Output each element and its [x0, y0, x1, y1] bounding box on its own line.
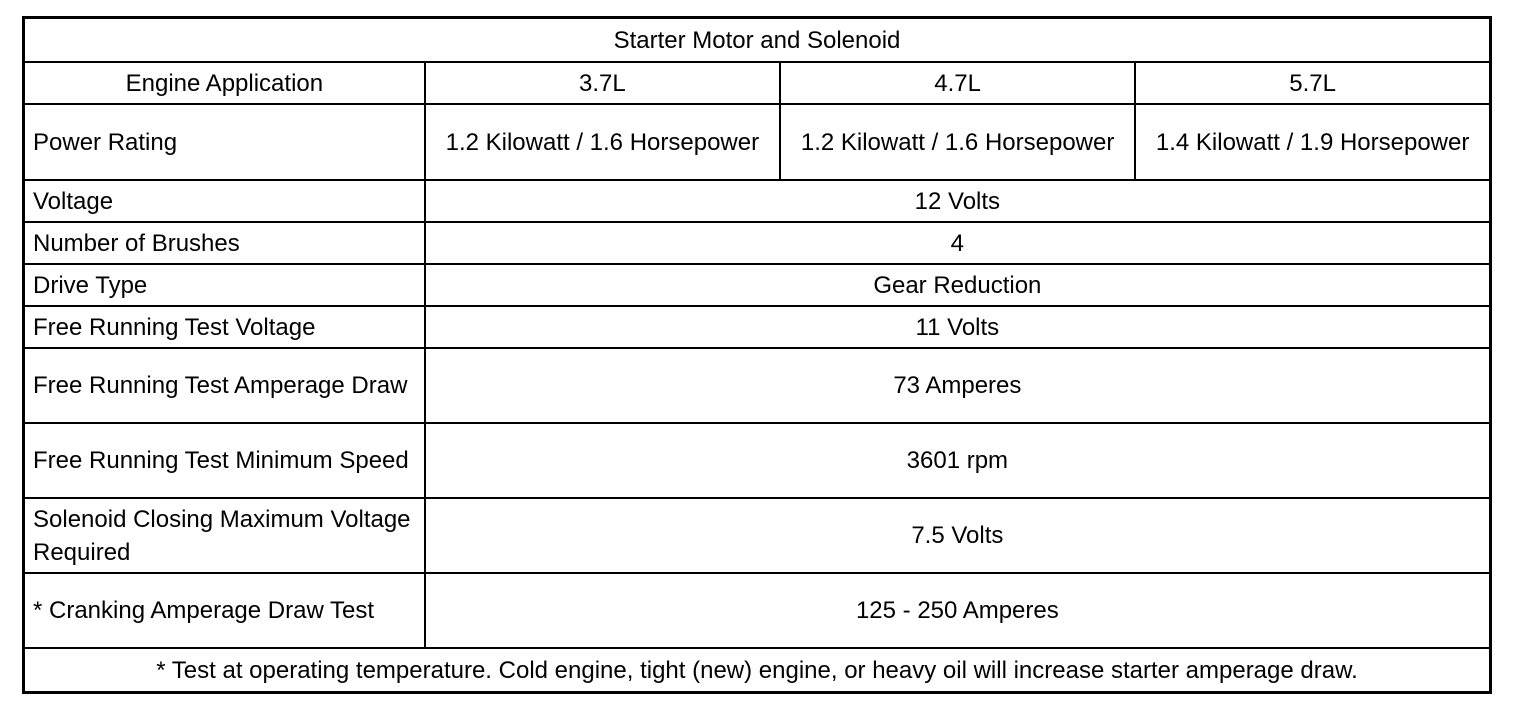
row-label: * Cranking Amperage Draw Test [24, 573, 425, 648]
power-rating-4-7l: 1.2 Kilowatt / 1.6 Horsepower [780, 104, 1135, 180]
row-label: Solenoid Closing Maximum Voltage Required [24, 498, 425, 573]
row-label: Free Running Test Voltage [24, 306, 425, 348]
row-label: Voltage [24, 180, 425, 222]
row-value: 73 Amperes [425, 348, 1491, 423]
row-label: Drive Type [24, 264, 425, 306]
row-value: 12 Volts [425, 180, 1491, 222]
row-label: Free Running Test Minimum Speed [24, 423, 425, 498]
engine-3-7l-header: 3.7L [425, 62, 780, 104]
table-row [24, 222, 1491, 264]
table-row [24, 498, 1491, 573]
power-rating-row [24, 104, 1491, 180]
table-row [24, 423, 1491, 498]
table-row [24, 264, 1491, 306]
table-row [24, 306, 1491, 348]
row-value: 3601 rpm [425, 423, 1491, 498]
table-row [24, 573, 1491, 648]
power-rating-5-7l: 1.4 Kilowatt / 1.9 Horsepower [1135, 104, 1490, 180]
row-value: 11 Volts [425, 306, 1491, 348]
table-title-row [24, 18, 1491, 63]
table-row [24, 348, 1491, 423]
starter-motor-spec-table [22, 16, 1492, 694]
table-title: Starter Motor and Solenoid [24, 18, 1491, 63]
engine-application-label: Engine Application [24, 62, 425, 104]
row-value: 125 - 250 Amperes [425, 573, 1491, 648]
engine-4-7l-header: 4.7L [780, 62, 1135, 104]
row-label: Number of Brushes [24, 222, 425, 264]
footnote: * Test at operating temperature. Cold engine, tight (new) engine, or heavy oil will increase starter amperage draw. [24, 648, 1491, 693]
row-value: Gear Reduction [425, 264, 1491, 306]
row-value: 4 [425, 222, 1491, 264]
power-rating-3-7l: 1.2 Kilowatt / 1.6 Horsepower [425, 104, 780, 180]
row-value: 7.5 Volts [425, 498, 1491, 573]
row-label: Free Running Test Amperage Draw [24, 348, 425, 423]
footnote-row [24, 648, 1491, 693]
power-rating-label: Power Rating [24, 104, 425, 180]
engine-5-7l-header: 5.7L [1135, 62, 1490, 104]
engine-application-row [24, 62, 1491, 104]
table-row [24, 180, 1491, 222]
